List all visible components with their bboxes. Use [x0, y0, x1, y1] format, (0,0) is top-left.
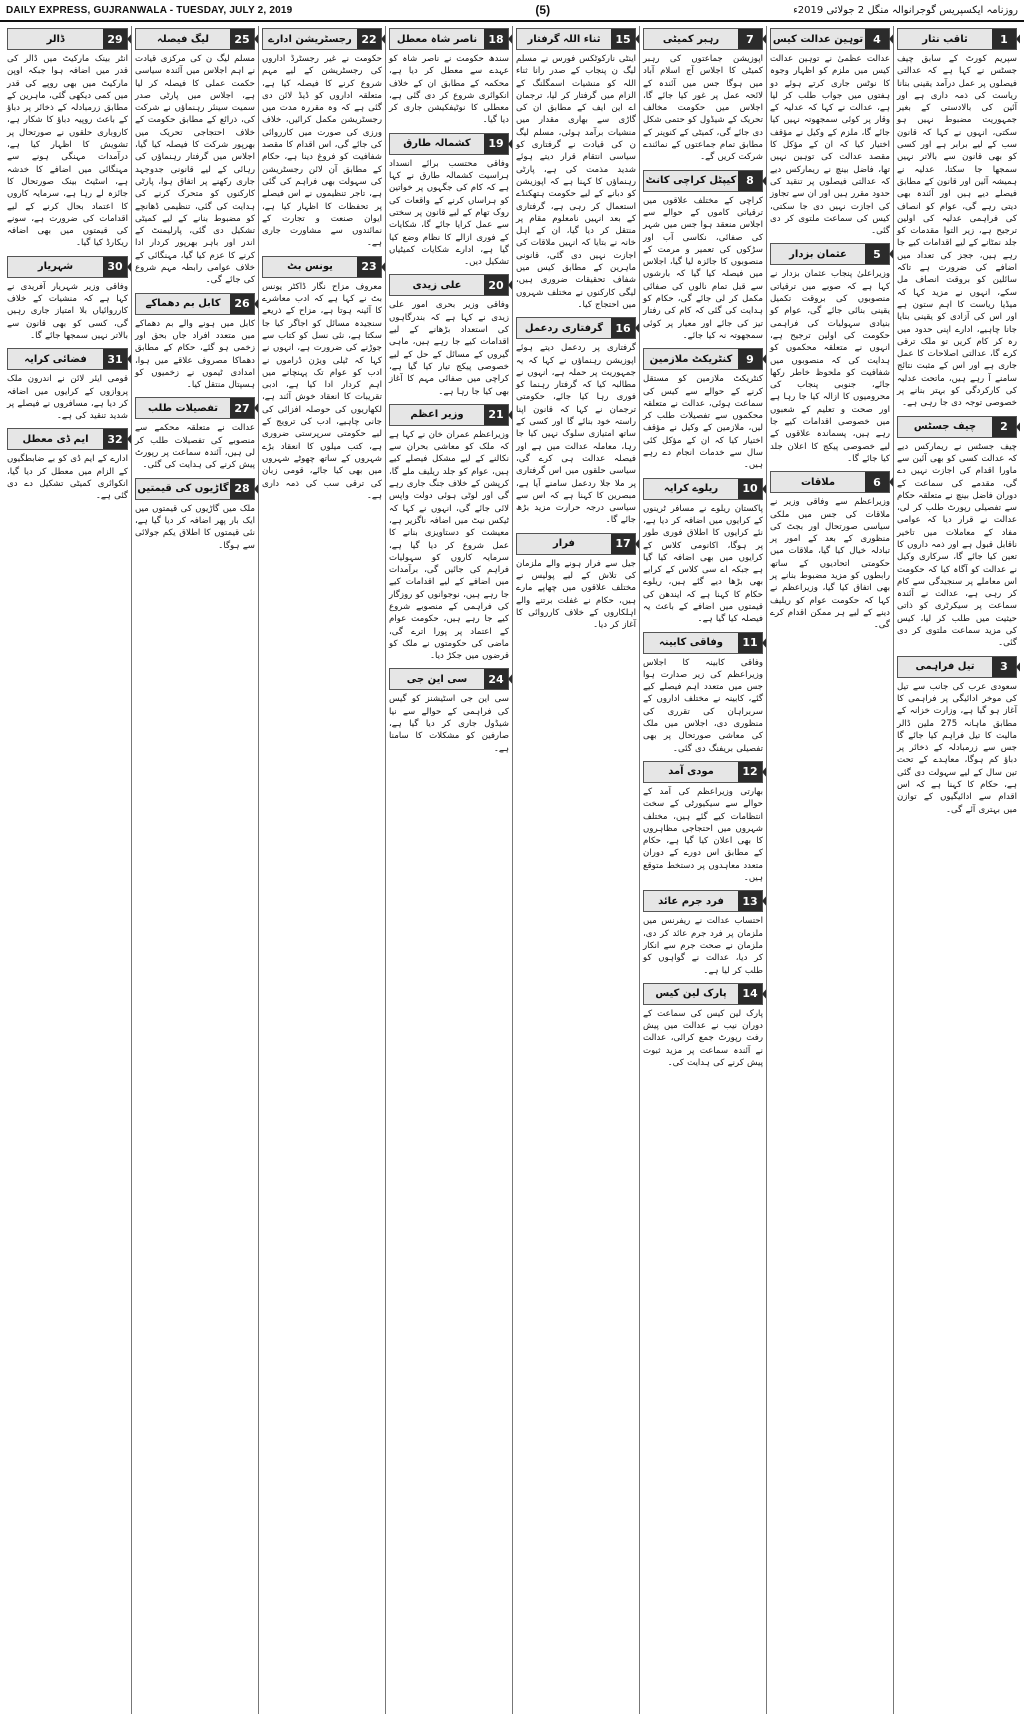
- story-headline: عثمان بزدار: [789, 248, 847, 260]
- masthead: [0, 0, 1024, 22]
- story-header: [643, 478, 763, 500]
- story-header: [7, 348, 128, 370]
- story-header: [897, 656, 1017, 678]
- story-header: [643, 983, 763, 1005]
- story-header: [516, 533, 636, 555]
- story-headline: کنٹریکٹ ملازمین: [649, 353, 733, 365]
- story-headline: ثاقب نثار: [922, 33, 968, 45]
- news-story: [897, 416, 1017, 650]
- story-number-badge: 16: [611, 318, 635, 338]
- news-story: [770, 471, 890, 631]
- story-headline: ناصر شاہ معطل: [396, 33, 478, 45]
- story-headline: کابل بم دھماکے: [145, 298, 221, 310]
- story-header: [643, 632, 763, 654]
- story-body-text: جیل سے فرار ہونے والے ملزمان کی تلاش کے لیے پولیس نے مختلف علاقوں میں چھاپے مارے ہیں، حکام نے غفلت برتنے والے اہلکاروں کے خلاف کارروائی کا آغاز کر دیا۔: [516, 558, 636, 631]
- news-story: [897, 656, 1017, 816]
- story-number-badge: 4: [865, 29, 889, 49]
- story-body-text: بھارتی وزیراعظم کی آمد کے حوالے سے سیکیورٹی کے سخت انتظامات کیے گئے ہیں، مختلف شہروں میں احتجاجی مظاہروں کا بھی اعلان کیا گیا ہے، حکام کے مطابق اس دورے کے دوران متعدد معاہدوں پر دستخط متوقع ہیں۔: [643, 786, 763, 884]
- story-number-badge: 15: [611, 29, 635, 49]
- story-body-text: وزیراعلیٰ پنجاب عثمان بزدار نے کہا ہے کہ صوبے میں ترقیاتی منصوبوں کی بروقت تکمیل یقینی بنائی جائے گی، عوام کو بنیادی سہولیات کی فراہمی حکومت کی اولین ترجیح ہے، انہوں نے متعلقہ محکموں کو ہدایت کی کہ منصوبوں میں شفافیت کو ملحوظ خاطر رکھا جائے، جنوبی پنجاب کی محرومیوں کا ازالہ کیا جا رہا ہے اور صحت و تعلیم کے شعبوں میں خصوصی اقدامات کیے جا رہے ہیں، پسماندہ علاقوں کے لیے خصوصی پیکج کا اعلان جلد کیا جائے گا۔: [770, 269, 890, 464]
- news-column: [385, 26, 512, 1714]
- story-header: [770, 471, 890, 493]
- story-number-badge: 32: [103, 429, 127, 449]
- story-header: [389, 404, 509, 426]
- news-story: [643, 983, 763, 1069]
- story-header: [389, 28, 509, 50]
- story-body-text: مسلم لیگ ن کی مرکزی قیادت نے اہم اجلاس میں آئندہ سیاسی حکمت عملی کا فیصلہ کر لیا ہے، اجلاس میں پارٹی صدر سمیت سینئر رہنماؤں نے شرکت کی، ذرائع کے مطابق حکومت کے خلاف احتجاجی تحریک میں بھرپور شرکت کا فیصلہ کیا گیا، اجلاس میں گرفتار رہنماؤں کی رہائی کے لیے قانونی جدوجہد جاری رکھنے پر اتفاق ہوا، پارٹی کارکنوں کو متحرک کرنے کی ہدایت کی گئی، تنظیمی ڈھانچے کو مضبوط بنانے کے لیے کمیٹی تشکیل دی گئی، پارلیمنٹ کے اندر اور باہر بھرپور کردار ادا کرنے کا عزم کیا گیا، مہنگائی کے خلاف عوامی رابطہ مہم شروع کی جائے گی۔: [135, 54, 255, 286]
- story-number-badge: 22: [357, 29, 381, 49]
- story-headline: کشمالہ طارق: [403, 138, 471, 150]
- news-story: [643, 170, 763, 343]
- story-body-text: انٹر بینک مارکیٹ میں ڈالر کی قدر میں اضافہ ہوا جبکہ اوپن مارکیٹ میں بھی روپے کی قدر میں کمی دیکھی گئی، ماہرین کے مطابق زرمبادلہ کے ذخائر پر دباؤ کے باعث روپیہ دباؤ کا شکار ہے، کاروباری حلقوں نے صورتحال پر تشویش کا اظہار کیا ہے، درآمدات مہنگی ہونے سے مہنگائی میں اضافے کا خدشہ ہے، اسٹیٹ بینک صورتحال کا جائزہ لے رہا ہے، سرمایہ کاروں کا اعتماد بحال کرنے کے لیے اقدامات کی ضرورت ہے، سونے کی قیمتوں میں بھی اضافہ ریکارڈ کیا گیا۔: [7, 54, 128, 249]
- story-body-text: اینٹی نارکوٹکس فورس نے مسلم لیگ ن پنجاب کے صدر رانا ثناء اللہ کو منشیات اسمگلنگ کے الزام میں گرفتار کر لیا، ترجمان اے این ایف کے مطابق ان کی گاڑی سے بھاری مقدار میں منشیات برآمد ہوئی، مسلم لیگ ن کی قیادت نے گرفتاری کو سیاسی انتقام قرار دیتے ہوئے شدید مذمت کی ہے، پارٹی رہنماؤں کا کہنا ہے کہ اپوزیشن کو دبانے کے لیے حکومت ہتھکنڈے استعمال کر رہی ہے، گرفتاری کے بعد انہیں نامعلوم مقام پر منتقل کر دیا گیا، ان کے اہل خانہ نے بتایا کہ انہیں ملاقات کی اجازت نہیں دی گئی، قانونی ماہرین کے مطابق کیس میں شفاف تحقیقات ضروری ہیں، لیگی کارکنوں نے مختلف شہروں میں احتجاج کیا۔: [516, 54, 636, 310]
- story-number-badge: 26: [230, 294, 254, 314]
- story-body-text: وفاقی وزیر بحری امور علی زیدی نے کہا ہے کہ بندرگاہوں کی استعداد بڑھانے کے لیے اقدامات کیے جا رہے ہیں، ماہی گیروں کے مسائل کے حل کے لیے خصوصی پیکج تیار کیا گیا ہے، کراچی میں صفائی مہم کا آغاز بھی کیا جا رہا ہے۔: [389, 300, 509, 397]
- story-header: [643, 761, 763, 783]
- story-header: [897, 28, 1017, 50]
- story-headline: ثناء اللہ گرفتار: [527, 33, 601, 45]
- story-headline: ملاقات: [800, 476, 836, 488]
- story-body-text: گرفتاری پر ردعمل دیتے ہوئے اپوزیشن رہنماؤں نے کہا کہ یہ جمہوریت پر حملہ ہے، انہوں نے مطالبہ کیا کہ گرفتار رہنما کو فوری رہا کیا جائے، حکومتی ترجمان نے کہا کہ قانون اپنا راستہ خود بنائے گا اور کسی کے ساتھ امتیازی سلوک نہیں کیا جا رہا، معاملہ عدالت میں ہے اور فیصلہ عدالت ہی کرے گی، سیاسی حلقوں میں اس گرفتاری پر ملا جلا ردعمل سامنے آیا ہے، مبصرین کا کہنا ہے کہ اس سے سیاسی درجہ حرارت مزید بڑھ جائے گا۔: [516, 343, 636, 526]
- story-header: [516, 28, 636, 50]
- story-header: [389, 668, 509, 690]
- story-body-text: معروف مزاح نگار ڈاکٹر یونس بٹ نے کہا ہے کہ ادب معاشرے کا آئینہ ہوتا ہے، مزاح کے ذریعے سنجیدہ مسائل کو اجاگر کیا جا سکتا ہے، نئی نسل کو کتاب سے جوڑنے کی ضرورت ہے، انہوں نے کہا کہ ٹیلی ویژن ڈراموں نے ادب کو عوام تک پہنچانے میں اہم کردار ادا کیا ہے، ادبی تقریبات کا انعقاد خوش آئند ہے، لکھاریوں کی حوصلہ افزائی کی جانی چاہیے، ادب کی ترویج کے لیے حکومتی سرپرستی ضروری ہے، کتب میلوں کا انعقاد بڑے شہروں کے ساتھ چھوٹے شہروں میں بھی کیا جائے، قومی زبان کی ترقی سب کی ذمہ داری ہے۔: [262, 281, 382, 501]
- news-story: [7, 348, 128, 422]
- news-column: [4, 26, 131, 1714]
- story-headline: گرفتاری ردعمل: [524, 322, 604, 334]
- story-body-text: وفاقی وزیر شہریار آفریدی نے کہا ہے کہ منشیات کے خلاف کارروائیاں بلا امتیاز جاری رہیں گی، کسی کو بھی قانون سے بالاتر نہیں سمجھا جائے گا۔: [7, 281, 128, 341]
- news-story: [389, 133, 509, 269]
- story-headline: توہین عدالت کیس: [772, 33, 864, 45]
- news-story: [770, 28, 890, 237]
- story-number-badge: 9: [738, 349, 762, 369]
- news-story: [770, 243, 890, 465]
- story-headline: یونس بٹ: [287, 261, 333, 273]
- news-story: [7, 428, 128, 502]
- story-headline: رجسٹریشن ادارے: [268, 33, 352, 45]
- news-story: [135, 28, 255, 287]
- story-number-badge: 8: [738, 171, 762, 191]
- news-column: [512, 26, 639, 1714]
- news-column: [766, 26, 893, 1714]
- news-story: [516, 317, 636, 526]
- story-headline: رہبر کمیٹی: [662, 33, 720, 45]
- story-headline: کیپٹل کراچی کانٹ: [645, 175, 737, 187]
- news-story: [262, 256, 382, 502]
- story-body-text: چیف جسٹس نے ریمارکس دیے کہ عدالت کسی کو بھی آئین سے ماورا اقدام کی اجازت نہیں دے گی، مقدمے کی سماعت کے دوران فاضل بینچ نے متعلقہ حکام سے تفصیلی رپورٹ طلب کر لی، عدالت نے قرار دیا کہ عوامی مفاد کے معاملات میں تاخیر ناقابل قبول ہے اور ذمہ داروں کا تعین کیا جائے گا، سرکاری وکیل نے عدالت کو آگاہ کیا کہ حکومت اس معاملے پر سنجیدگی سے کام کر رہی ہے، عدالت نے آئندہ سماعت پر سیکرٹری کو ذاتی حیثیت میں طلب کر لیا، کیس کی مزید سماعت ملتوی کر دی گئی۔: [897, 441, 1017, 649]
- story-number-badge: 18: [484, 29, 508, 49]
- story-headline: ریلوے کرایہ: [663, 483, 719, 495]
- news-story: [389, 274, 509, 397]
- story-header: [262, 256, 382, 278]
- story-number-badge: 17: [611, 534, 635, 554]
- story-headline: علی زیدی: [412, 279, 462, 291]
- story-header: [643, 170, 763, 192]
- story-header: [643, 28, 763, 50]
- story-header: [643, 348, 763, 370]
- news-story: [389, 668, 509, 754]
- story-number-badge: 30: [103, 257, 127, 277]
- story-body-text: سپریم کورٹ کے سابق چیف جسٹس نے کہا ہے کہ عدالتی فیصلوں پر عمل درآمد یقینی بنانا ریاست کی ذمہ داری ہے اور آئین کی بالادستی کے بغیر جمہوریت مضبوط نہیں ہو سکتی، انہوں نے کہا کہ قانون سب کے لیے برابر ہے اور کسی کو بھی قانون سے بالاتر نہیں سمجھا جا سکتا، عدلیہ نے ہمیشہ آئین اور قانون کے مطابق فیصلے دیے ہیں اور آئندہ بھی دیتی رہے گی، عوام کو انصاف کی فراہمی عدلیہ کی اولین ترجیح ہے، زیر التوا مقدمات کو جلد نمٹانے کے لیے اقدامات کیے جا رہے ہیں، ججز کی تعداد میں اضافے کی ضرورت ہے تاکہ سائلین کو بروقت انصاف مل سکے، انہوں نے مزید کہا کہ میڈیا ریاست کا اہم ستون ہے اور اس کی آزادی کو یقینی بنایا جانا چاہیے، ادارے اپنی حدود میں رہ کر کام کریں تو ملک ترقی کرے گا، عدالتی اصلاحات کا عمل جاری ہے اور اس کے مثبت نتائج سامنے آ رہے ہیں، ماتحت عدلیہ کی کارکردگی کو بہتر بنانے پر خصوصی توجہ دی جا رہی ہے۔: [897, 54, 1017, 409]
- story-headline: فرار: [553, 538, 575, 550]
- story-body-text: وزیراعظم سے وفاقی وزیر نے ملاقات کی جس میں ملکی سیاسی صورتحال اور بجٹ کی منظوری کے بعد کے امور پر تبادلہ خیال کیا گیا، ملاقات میں حکومتی اتحادیوں کے ساتھ رابطوں کو مزید مضبوط بنانے پر بھی اتفاق کیا گیا، وزیراعظم نے کہا کہ حکومت عوام کو ریلیف دینے کے لیے ہر ممکن اقدام کرے گی۔: [770, 497, 890, 631]
- story-headline: گاڑیوں کی قیمتیں: [137, 483, 229, 495]
- story-number-badge: 1: [992, 29, 1016, 49]
- story-number-badge: 12: [738, 762, 762, 782]
- story-headline: مودی آمد: [668, 766, 714, 778]
- news-story: [7, 28, 128, 250]
- story-header: [135, 478, 255, 500]
- news-story: [135, 293, 255, 392]
- story-body-text: کابل میں ہونے والے بم دھماکے میں متعدد افراد جاں بحق اور زخمی ہو گئے، حکام کے مطابق دھماکا مصروف علاقے میں ہوا، امدادی ٹیموں نے زخمیوں کو ہسپتال منتقل کیا۔: [135, 318, 255, 391]
- news-column: [131, 26, 258, 1714]
- story-number-badge: 21: [484, 405, 508, 425]
- story-number-badge: 7: [738, 29, 762, 49]
- story-body-text: سندھ حکومت نے ناصر شاہ کو عہدے سے معطل کر دیا ہے، محکمہ کے مطابق ان کے خلاف انکوائری شروع کر دی گئی ہے، معطلی کا نوٹیفکیشن جاری کر دیا گیا۔: [389, 54, 509, 126]
- news-story: [389, 404, 509, 663]
- story-headline: فضائی کرایہ: [24, 353, 87, 365]
- news-story: [135, 397, 255, 471]
- story-header: [643, 890, 763, 912]
- news-story: [389, 28, 509, 127]
- story-header: [7, 28, 128, 50]
- news-story: [135, 478, 255, 552]
- news-story: [643, 348, 763, 471]
- story-header: [135, 293, 255, 315]
- story-body-text: وفاقی کابینہ کا اجلاس وزیراعظم کی زیر صدارت ہوا جس میں متعدد اہم فیصلے کیے گئے، کابینہ نے مختلف اداروں کے سربراہان کی تقرری کی منظوری دی، اجلاس میں ملک کی معاشی صورتحال پر بھی تفصیلی بریفنگ دی گئی۔: [643, 657, 763, 754]
- story-header: [389, 133, 509, 155]
- story-number-badge: 6: [865, 472, 889, 492]
- story-number-badge: 3: [992, 657, 1016, 677]
- story-number-badge: 19: [484, 134, 508, 154]
- story-headline: ایم ڈی معطل: [22, 433, 89, 445]
- story-number-badge: 10: [738, 479, 762, 499]
- story-header: [389, 274, 509, 296]
- story-number-badge: 2: [992, 417, 1016, 437]
- story-number-badge: 24: [484, 669, 508, 689]
- story-headline: لیگ فیصلہ: [157, 33, 209, 45]
- story-body-text: کراچی کے مختلف علاقوں میں ترقیاتی کاموں کے حوالے سے اجلاس منعقد ہوا جس میں شہر کی صفائی، نکاسی آب اور سڑکوں کی تعمیر و مرمت کے منصوبوں کا جائزہ لیا گیا، اجلاس میں فیصلہ کیا گیا کہ بارشوں سے قبل تمام نالوں کی صفائی مکمل کر لی جائے گی، حکام کو ہدایت کی گئی کہ کام کی رفتار تیز کی جائے اور معیار پر کوئی سمجھوتہ نہ کیا جائے۔: [643, 195, 763, 341]
- story-body-text: ادارے کے ایم ڈی کو بے ضابطگیوں کے الزام میں معطل کر دیا گیا، انکوائری کمیٹی تشکیل دے دی گئی ہے۔: [7, 454, 128, 502]
- story-number-badge: 31: [103, 349, 127, 369]
- story-header: [262, 28, 382, 50]
- story-headline: شہریار: [37, 261, 74, 273]
- story-header: [7, 428, 128, 450]
- story-body-text: پاکستان ریلوے نے مسافر ٹرینوں کے کرایوں میں اضافہ کر دیا ہے، نئے کرایوں کا اطلاق فوری طور پر ہوگا، اکانومی کلاس کے کرایوں میں بھی اضافہ کیا گیا ہے جبکہ اے سی کلاس کے کرایے بھی بڑھا دیے گئے ہیں، ریلوے حکام کا کہنا ہے کہ ایندھن کی قیمتوں میں اضافے کے باعث یہ فیصلہ کیا گیا ہے۔: [643, 503, 763, 625]
- news-story: [897, 28, 1017, 410]
- newspaper-columns: [4, 26, 1020, 1714]
- story-header: [897, 416, 1017, 438]
- story-headline: وفاقی کابینہ: [659, 637, 724, 649]
- story-number-badge: 25: [230, 29, 254, 49]
- masthead-urdu-dateline: روزنامہ ایکسپریس گوجرانوالہ منگل 2 جولائی 2019ء: [793, 4, 1018, 16]
- story-body-text: ملک میں گاڑیوں کی قیمتوں میں ایک بار پھر اضافہ کر دیا گیا ہے، نئی قیمتوں کا اطلاق یکم جولائی سے ہوگا۔: [135, 503, 255, 551]
- news-story: [643, 761, 763, 884]
- news-column: [258, 26, 385, 1714]
- story-headline: تیل فراہمی: [915, 661, 975, 673]
- story-header: [770, 243, 890, 265]
- story-header: [7, 256, 128, 278]
- story-header: [135, 28, 255, 50]
- story-header: [516, 317, 636, 339]
- news-story: [516, 533, 636, 632]
- story-number-badge: 23: [357, 257, 381, 277]
- story-number-badge: 27: [230, 398, 254, 418]
- story-headline: فرد جرم عائد: [658, 895, 724, 907]
- story-number-badge: 14: [738, 984, 762, 1004]
- story-body-text: احتساب عدالت نے ریفرنس میں ملزمان پر فرد جرم عائد کر دی، ملزمان نے صحت جرم سے انکار کر دیا، عدالت نے گواہوں کو طلب کر لیا ہے۔: [643, 916, 763, 976]
- news-story: [643, 478, 763, 626]
- story-body-text: سی این جی اسٹیشنز کو گیس کی فراہمی کے حوالے سے نیا شیڈول جاری کر دیا گیا ہے، صارفین کو مشکلات کا سامنا ہے۔: [389, 694, 509, 754]
- story-body-text: اپوزیشن جماعتوں کی رہبر کمیٹی کا اجلاس آج اسلام آباد میں ہوگا جس میں آئندہ کے لائحہ عمل پر غور کیا جائے گا، اجلاس میں حکومت مخالف تحریک کے شیڈول کو حتمی شکل دی جائے گی، کمیٹی کے کنوینر کے مطابق تمام جماعتوں کے نمائندے شرکت کریں گے۔: [643, 54, 763, 163]
- news-story: [643, 632, 763, 755]
- story-number-badge: 29: [103, 29, 127, 49]
- story-headline: سی این جی: [406, 673, 468, 685]
- story-headline: چیف جسٹس: [913, 421, 977, 433]
- news-column: [639, 26, 766, 1714]
- story-body-text: عدالت عظمیٰ نے توہین عدالت کیس میں ملزم کو اظہار وجوہ کا نوٹس جاری کرتے ہوئے دو ہفتوں میں جواب طلب کر لیا ہے، عدالت نے کہا کہ عدلیہ کے وقار پر کوئی سمجھوتہ نہیں کیا جائے گا، ملزم کے وکیل نے مؤقف اختیار کیا کہ ان کے مؤکل کا مقصد عدالت کی توہین نہیں تھا، فاضل بینچ نے ریمارکس دیے کہ عدالتی فیصلوں پر تنقید کی حدود مقرر ہیں اور ان سے تجاوز کی اجازت نہیں دی جا سکتی، کیس کی سماعت ملتوی کر دی گئی۔: [770, 54, 890, 237]
- story-number-badge: 20: [484, 275, 508, 295]
- story-number-badge: 28: [230, 479, 254, 499]
- story-header: [770, 28, 890, 50]
- news-column: [893, 26, 1020, 1714]
- story-body-text: قومی ایئر لائن نے اندرون ملک پروازوں کے کرایوں میں اضافہ کر دیا ہے، مسافروں نے فیصلے پر شدید تنقید کی ہے۔: [7, 374, 128, 422]
- news-story: [7, 256, 128, 342]
- story-number-badge: 13: [738, 891, 762, 911]
- news-story: [643, 28, 763, 164]
- story-body-text: وفاقی محتسب برائے انسداد ہراسیت کشمالہ طارق نے کہا ہے کہ کام کی جگہوں پر خواتین کو ہراساں کرنے کے واقعات کی روک تھام کے لیے قانون پر سختی سے عمل کرایا جائے گا، شکایات کے فوری ازالے کا نظام وضع کیا گیا ہے، ادارے شکایات کمیٹیاں تشکیل دیں۔: [389, 158, 509, 268]
- news-story: [516, 28, 636, 311]
- story-body-text: کنٹریکٹ ملازمین کو مستقل کرنے کے حوالے سے کیس کی سماعت ہوئی، عدالت نے متعلقہ محکموں سے تفصیلات طلب کر لیں، ملازمین کے وکیل نے مؤقف اختیار کیا کہ ان کے مؤکل کئی سال سے خدمات انجام دے رہے ہیں۔: [643, 374, 763, 471]
- story-headline: تفصیلات طلب: [147, 402, 219, 414]
- page-number: (5): [535, 3, 551, 17]
- story-body-text: وزیراعظم عمران خان نے کہا ہے کہ ملک کو معاشی بحران سے نکالنے کے لیے مشکل فیصلے کیے ہیں، عوام کو جلد ریلیف ملے گا، کرپشن کے خلاف جنگ جاری رہے گی اور لوٹی ہوئی دولت واپس لائی جائے گی، انہوں نے کہا کہ ٹیکس نیٹ میں اضافہ ناگزیر ہے، معیشت کو دستاویزی بنانے کا عمل شروع کر دیا گیا ہے، سرمایہ کاروں کو سہولیات فراہم کی جائیں گی، برآمدات میں اضافے کے لیے اقدامات کیے جا رہے ہیں، نوجوانوں کو روزگار کی فراہمی کے منصوبے شروع کیے جا رہے ہیں، حکومت عوام کے اعتماد پر پورا اترے گی، ماضی کی حکومتوں نے ملک کو قرضوں میں جکڑ دیا۔: [389, 429, 509, 662]
- story-number-badge: 11: [738, 633, 762, 653]
- masthead-english-dateline: DAILY EXPRESS, GUJRANWALA - TUESDAY, JULY 2, 2019: [6, 4, 293, 16]
- story-body-text: پارک لین کیس کی سماعت کے دوران نیب نے عدالت میں پیش رفت رپورٹ جمع کرائی، عدالت نے آئندہ سماعت پر مزید ثبوت پیش کرنے کی ہدایت کی۔: [643, 1008, 763, 1068]
- story-headline: پارک لین کیس: [655, 988, 727, 1000]
- story-headline: ڈالر: [46, 33, 65, 45]
- news-story: [262, 28, 382, 250]
- story-number-badge: 5: [865, 244, 889, 264]
- story-body-text: عدالت نے متعلقہ محکمے سے منصوبے کی تفصیلات طلب کر لی ہیں، آئندہ سماعت پر رپورٹ پیش کرنے کی ہدایت کی گئی۔: [135, 423, 255, 471]
- story-body-text: سعودی عرب کی جانب سے تیل کی موخر ادائیگی پر فراہمی کا آغاز ہو گیا ہے، وزارت خزانہ کے مطابق ماہانہ 275 ملین ڈالر مالیت کا تیل فراہم کیا جائے گا جس سے زرمبادلہ کے ذخائر پر دباؤ کم ہوگا، معاہدے کے تحت تین سال کے لیے سہولت دی گئی ہے، حکام کا کہنا ہے کہ اس اقدام سے ادائیگیوں کے توازن میں بہتری آئے گی۔: [897, 681, 1017, 815]
- news-story: [643, 890, 763, 976]
- story-body-text: حکومت نے غیر رجسٹرڈ اداروں کی رجسٹریشن کے لیے مہم شروع کرنے کا فیصلہ کیا ہے، متعلقہ اداروں کو ڈیڈ لائن دی گئی ہے کہ وہ مقررہ مدت میں رجسٹریشن مکمل کرائیں، خلاف ورزی کی صورت میں کارروائی کی جائے گی، اس اقدام کا مقصد شفافیت کو فروغ دینا ہے، حکام کے مطابق آن لائن رجسٹریشن کی سہولت بھی فراہم کی گئی ہے، تاجر تنظیموں نے اس فیصلے پر تحفظات کا اظہار کیا ہے، ایوان صنعت و تجارت کے نمائندوں سے مشاورت جاری ہے۔: [262, 54, 382, 249]
- story-header: [135, 397, 255, 419]
- story-headline: وزیر اعظم: [410, 409, 464, 421]
